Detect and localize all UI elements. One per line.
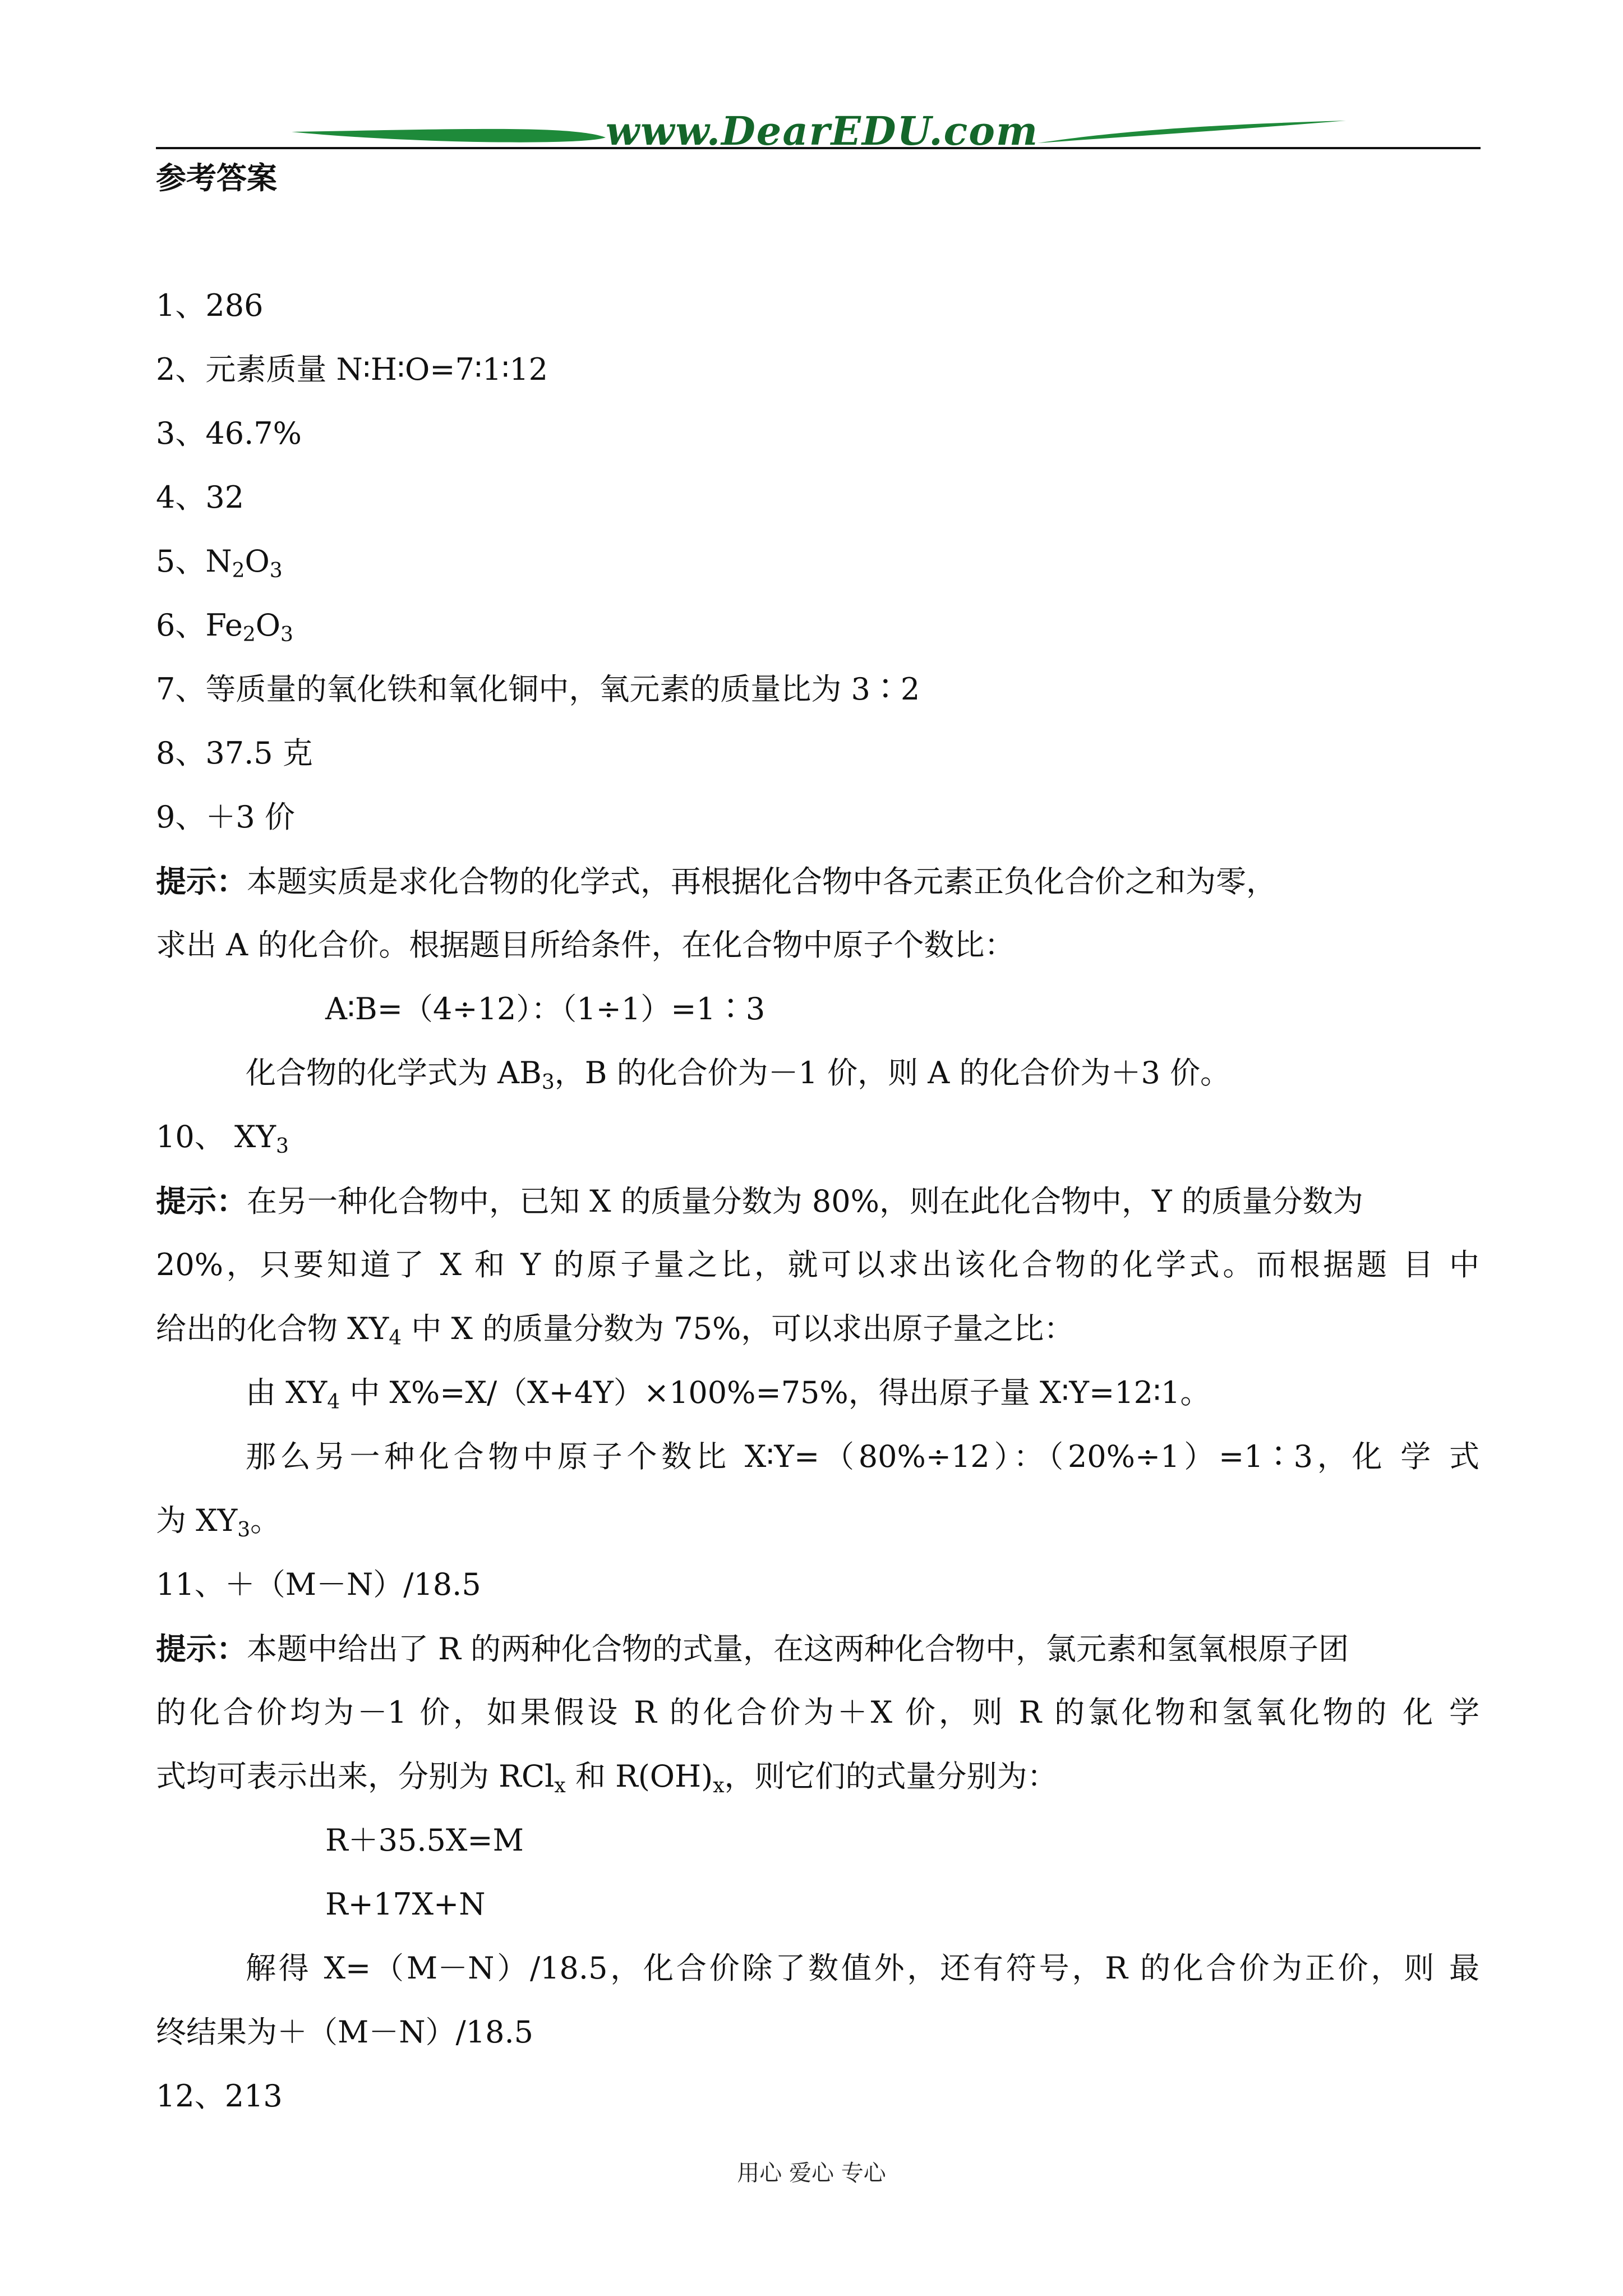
answer-2: 2、元素质量 N∶H∶O=7∶1∶12	[156, 352, 548, 387]
hint-9-ratio: A∶B=（4÷12）：（1÷1）=1∶3	[325, 991, 766, 1027]
answer-12: 12、213	[156, 2078, 283, 2114]
hint-10-line-4: 由 $XY_4$ 中 X%=X/（X+4Y）×100%=75%，得出原子量 X∶Y=12∶1。	[246, 1375, 1211, 1414]
header-rule	[156, 147, 1481, 149]
hint-10-line-2: 20%，只要知道了 X 和 Y 的原子量之比，就可以求出该化合物的化学式。而根据题 目 中	[156, 1247, 1479, 1282]
hint-11-line-2: 的化合价均为－1 价，如果假设 R 的化合价为＋X 价，则 R 的氯化物和氢氧化物的 化 学	[156, 1695, 1479, 1730]
hint-11-line-6: 解得 X=（M－N）/18.5，化合价除了数值外，还有符号，R 的化合价为正价，则 最	[246, 1950, 1479, 1986]
hint-10-line-6: 为 $XY_3$。	[156, 1503, 281, 1542]
page-footer: 用心 爱心 专心	[737, 2160, 886, 2186]
answer-10: 10、 $XY_3$	[156, 1119, 289, 1158]
hint-11-equation-2: R+17X+N	[325, 1887, 486, 1922]
hint-9-line-2: 求出 A 的化合价。根据题目所给条件，在化合物中原子个数比：	[156, 927, 1015, 963]
hint-11-line-1: 提示：本题中给出了 R 的两种化合物的式量，在这两种化合物中，氯元素和氢氧根原子团	[156, 1631, 1349, 1667]
hint-10-line-1: 提示：在另一种化合物中，已知 X 的质量分数为 80%，则在此化合物中，Y 的质量分数为	[156, 1183, 1363, 1219]
answer-3: 3、46.7%	[156, 416, 302, 451]
hint-9-conclusion: 化合物的化学式为 $AB_3$，B 的化合价为－1 价，则 A 的化合价为＋3 价。	[246, 1055, 1230, 1094]
hint-11-equation-1: R＋35.5X=M	[325, 1823, 524, 1858]
hint-11-line-7: 终结果为＋（M－N）/18.5	[156, 2014, 533, 2050]
answer-4: 4、32	[156, 480, 245, 515]
answer-11: 11、＋（M－N）/18.5	[156, 1567, 481, 1602]
answer-7: 7、等质量的氧化铁和氧化铜中，氧元素的质量比为 3∶2	[156, 671, 920, 707]
site-logo-text: www.DearEDU.com	[606, 108, 1039, 154]
hint-10-line-3: 给出的化合物 $XY_4$ 中 X 的质量分数为 75%，可以求出原子量之比：	[156, 1311, 1075, 1350]
answer-8: 8、37.5 克	[156, 735, 313, 771]
hint-10-line-5: 那么另一种化合物中原子个数比 X∶Y=（80%÷12）：（20%÷1）=1∶3，化 学 式	[246, 1439, 1479, 1474]
answer-6: 6、$Fe_2O_3$	[156, 608, 293, 646]
hint-11-line-3: 式均可表示出来，分别为 RCl$_x$ 和 $R(OH)_x$，则它们的式量分别为：	[156, 1759, 1058, 1797]
hint-9-line-1: 提示：本题实质是求化合物的化学式，再根据化合物中各元素正负化合价之和为零，	[156, 863, 1276, 899]
answer-9: 9、＋3 价	[156, 799, 295, 835]
answer-1: 1、286	[156, 288, 264, 323]
answer-5: 5、$N_2O_3$	[156, 544, 283, 582]
page-title: 参考答案	[156, 160, 277, 196]
